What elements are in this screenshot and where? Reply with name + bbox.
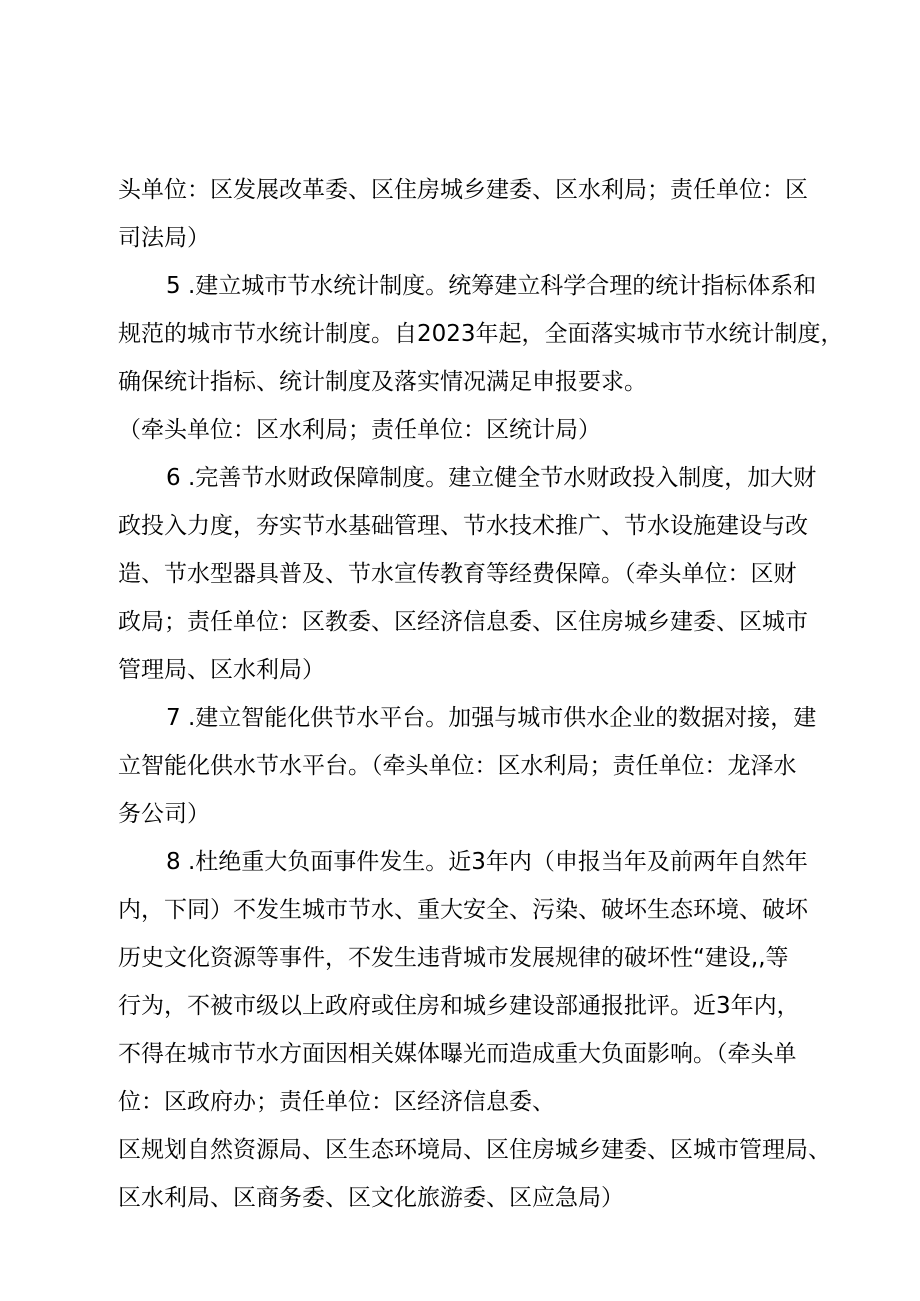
text-line: 造、节水型器具普及、节水宣传教育等经费保障。（牵头单位：区财 <box>118 561 797 587</box>
text-line: 行为，不被市级以上政府或住房和城乡建设部通报批评。近3年内， <box>118 993 800 1019</box>
item-5-heading-line: 5 .建立城市节水统计制度。统筹建立科学合理的统计指标体系和 <box>166 273 817 299</box>
text-line: 区水利局、区商务委、区文化旅游委、区应急局） <box>118 1185 624 1211</box>
item-6-heading-line: 6 .完善节水财政保障制度。建立健全节水财政投入制度，加大财 <box>166 465 817 491</box>
text-line: 立智能化供水节水平台。（牵头单位：区水利局；责任单位：龙泽水 <box>118 753 797 779</box>
text-line: 内，下同）不发生城市节水、重大安全、污染、破坏生态环境、破坏 <box>118 897 808 923</box>
text-line: 司法局） <box>118 225 210 251</box>
text-line: 政局；责任单位：区教委、区经济信息委、区住房城乡建委、区城市 <box>118 609 808 635</box>
text-line: 位：区政府办；责任单位：区经济信息委、 <box>118 1089 555 1115</box>
item-7-heading-line: 7 .建立智能化供节水平台。加强与城市供水企业的数据对接，建 <box>166 705 817 731</box>
text-line: 历史文化资源等事件，不发生违背城市发展规律的破坏性“建设,,等 <box>118 945 789 971</box>
item-8-heading-line: 8 .杜绝重大负面事件发生。近3年内（申报当年及前两年自然年 <box>166 849 808 875</box>
text-line: （牵头单位：区水利局；责任单位：区统计局） <box>118 417 601 443</box>
text-line: 管理局、区水利局） <box>118 657 325 683</box>
body-text <box>118 166 844 1222</box>
text-line: 确保统计指标、统计制度及落实情况满足申报要求。 <box>118 369 647 395</box>
text-line: 政投入力度，夯实节水基础管理、节水技术推广、节水设施建设与改 <box>118 513 808 539</box>
text-line: 区规划自然资源局、区生态环境局、区住房城乡建委、区城市管理局、 <box>118 1137 831 1163</box>
text-line: 头单位：区发展改革委、区住房城乡建委、区水利局；责任单位：区 <box>118 177 808 203</box>
text-line: 务公司） <box>118 801 210 827</box>
text-line: 不得在城市节水方面因相关媒体曝光而造成重大负面影响。（牵头单 <box>118 1041 797 1067</box>
text-line: 规范的城市节水统计制度。自2023年起，全面落实城市节水统计制度， <box>118 321 844 347</box>
